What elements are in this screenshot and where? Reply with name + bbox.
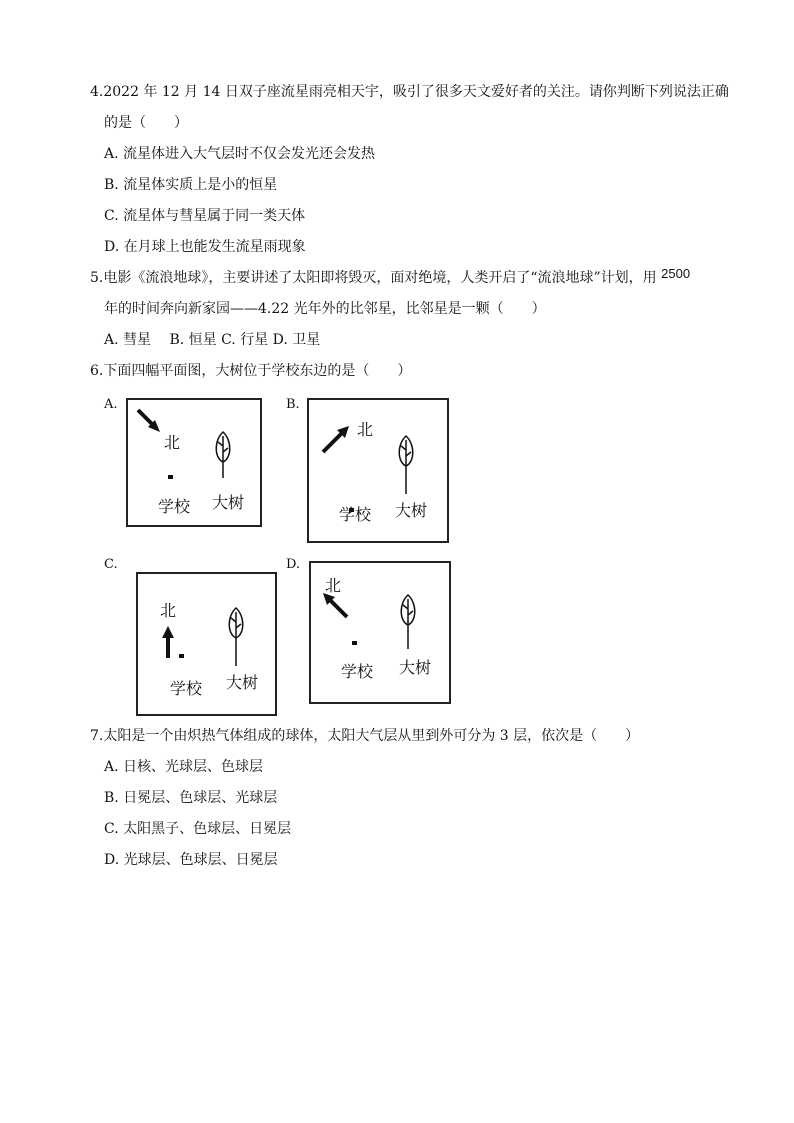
q6-map-a[interactable] bbox=[126, 398, 262, 527]
q6-option-a-label[interactable]: A. bbox=[104, 397, 118, 412]
tree-icon bbox=[401, 595, 415, 649]
tree-label: 大树 bbox=[399, 658, 432, 677]
school-label: 学校 bbox=[341, 662, 374, 681]
q4-option-b[interactable]: B. 流星体实质上是小的恒星 bbox=[104, 177, 278, 193]
north-label: 北 bbox=[357, 420, 374, 439]
north-arrow-icon bbox=[162, 626, 174, 658]
q7-option-b[interactable]: B. 日冕层、色球层、光球层 bbox=[104, 790, 278, 806]
q6-option-d-label[interactable]: D. bbox=[286, 557, 301, 572]
q5-stem-text: 5.电影《流浪地球》，主要讲述了太阳即将毁灭，面对绝境，人类开启了“流浪地球”计划，用 bbox=[90, 270, 657, 286]
q7-option-a[interactable]: A. 日核、光球层、色球层 bbox=[104, 759, 264, 775]
tree-icon bbox=[216, 432, 230, 478]
north-arrow-icon bbox=[138, 410, 160, 432]
q4-stem-line1: 4.2022 年 12 月 14 日双子座流星雨亮相天宇，吸引了很多天文爱好者的关注。请你判断下列说法正确 bbox=[90, 84, 729, 100]
q5-stem-line1 bbox=[90, 268, 690, 288]
q7-option-d[interactable]: D. 光球层、色球层、日冕层 bbox=[104, 852, 278, 868]
north-label: 北 bbox=[325, 576, 342, 595]
north-label: 北 bbox=[164, 433, 181, 452]
q5-options[interactable]: A. 彗星 B. 恒星 C. 行星 D. 卫星 bbox=[104, 332, 321, 348]
north-arrow-icon bbox=[323, 593, 347, 617]
q4-option-d[interactable]: D. 在月球上也能发生流星雨现象 bbox=[104, 239, 306, 255]
q7-option-c[interactable]: C. 太阳黑子、色球层、日冕层 bbox=[104, 821, 292, 837]
school-label: 学校 bbox=[158, 497, 191, 516]
q5-number: 2500 bbox=[661, 266, 691, 281]
q5-stem-line2: 年的时间奔向新家园——4.22 光年外的比邻星，比邻星是一颗（ ） bbox=[104, 301, 546, 317]
school-label: 学校 bbox=[170, 679, 203, 698]
school-marker bbox=[168, 475, 173, 479]
q6-map-b[interactable] bbox=[307, 398, 449, 543]
north-label: 北 bbox=[160, 601, 177, 620]
tree-label: 大树 bbox=[212, 493, 245, 512]
q6-option-c-label[interactable]: C. bbox=[104, 557, 118, 572]
school-marker bbox=[179, 654, 184, 658]
tree-label: 大树 bbox=[395, 501, 428, 520]
q6-option-b-label[interactable]: B. bbox=[286, 397, 300, 412]
tree-label: 大树 bbox=[226, 673, 259, 692]
tree-icon bbox=[229, 608, 243, 666]
q7-stem: 7.太阳是一个由炽热气体组成的球体，太阳大气层从里到外可分为 3 层，依次是（ ） bbox=[90, 728, 640, 744]
school-marker bbox=[352, 641, 357, 645]
school-label: 学校 bbox=[339, 505, 372, 524]
q6-map-d[interactable] bbox=[309, 561, 451, 704]
q6-map-c[interactable] bbox=[136, 572, 277, 716]
q6-stem: 6.下面四幅平面图，大树位于学校东边的是（ ） bbox=[90, 363, 412, 379]
q6-map-c-drawing bbox=[138, 574, 275, 714]
q4-option-c[interactable]: C. 流星体与彗星属于同一类天体 bbox=[104, 208, 306, 224]
q4-option-a[interactable]: A. 流星体进入大气层时不仅会发光还会发热 bbox=[104, 146, 376, 162]
tree-icon bbox=[399, 436, 413, 494]
q4-stem-line2: 的是（ ） bbox=[104, 115, 188, 131]
north-arrow-icon bbox=[323, 426, 349, 452]
